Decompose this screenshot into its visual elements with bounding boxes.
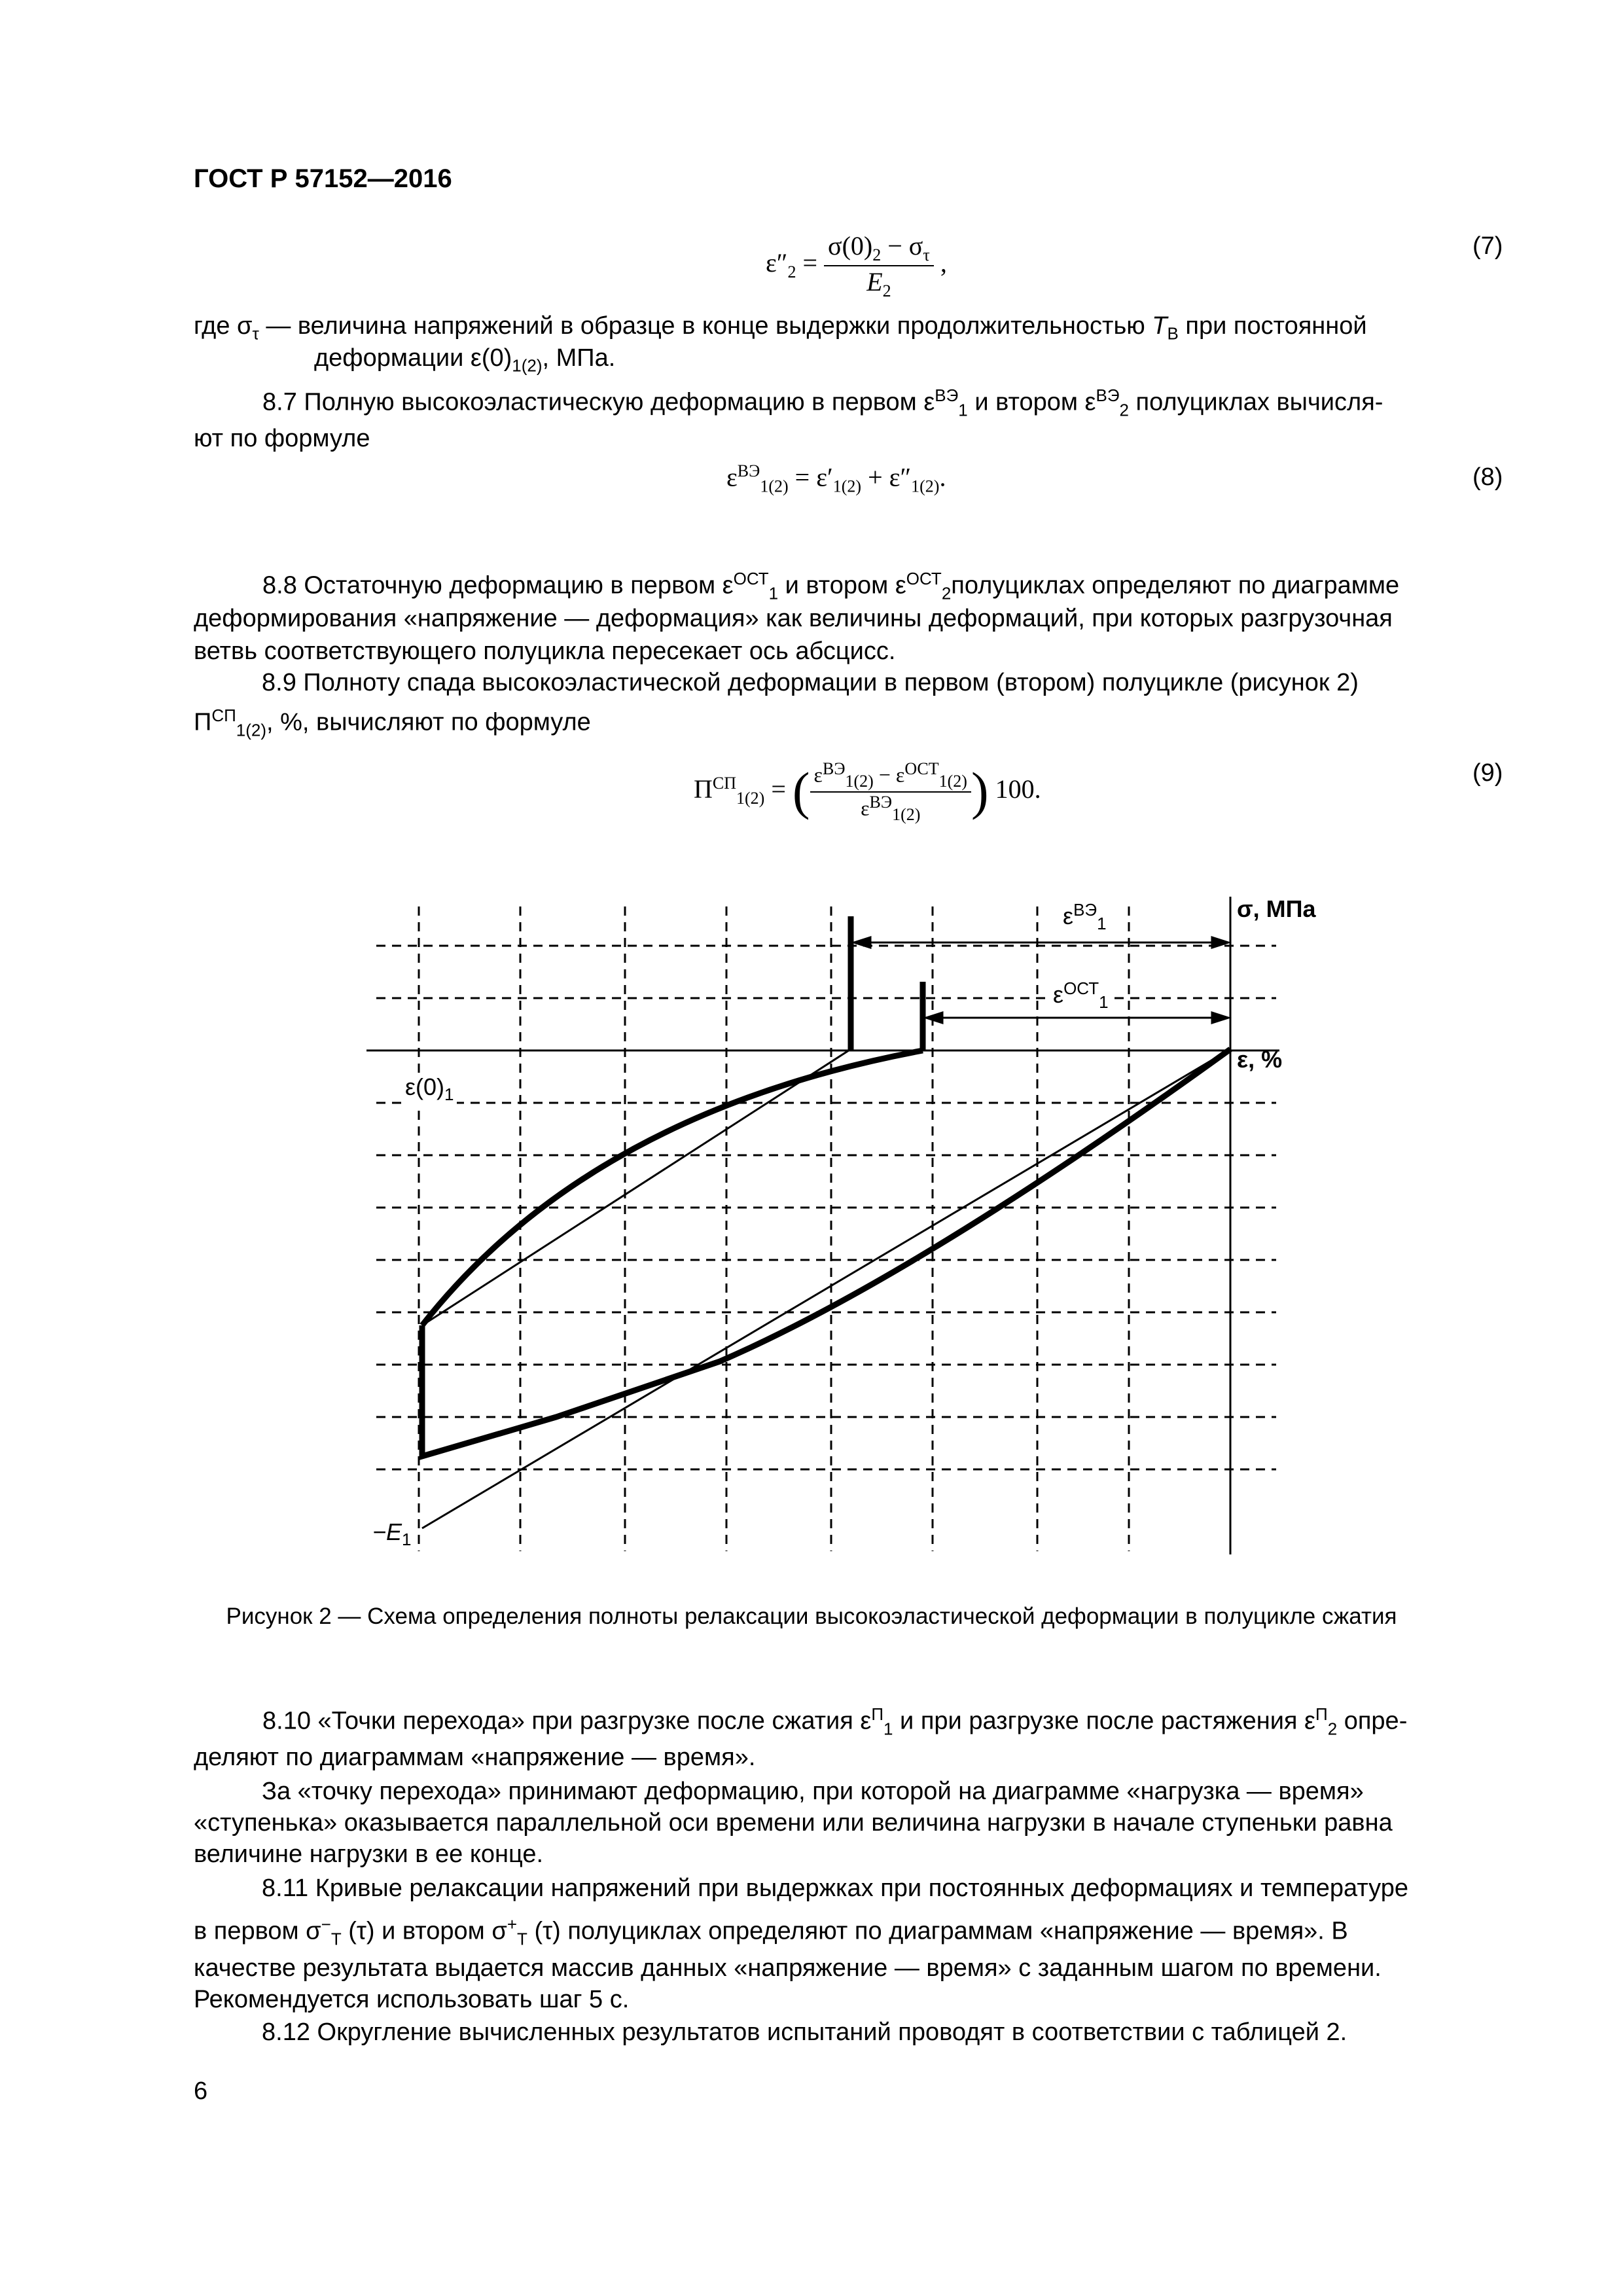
epsilon-axis-label: ε, %	[1237, 1046, 1283, 1073]
equation-8-number: (8)	[1472, 463, 1503, 491]
paragraph-8-10-line2: деляют по диаграммам «напряжение — время».	[194, 1744, 756, 1771]
thin-lines	[422, 1049, 1230, 1528]
where-clause-line2: деформации $\varepsilon(0)_{1(2)}$, МПа.	[314, 344, 616, 376]
where-clause: где $\sigma_\tau$ — величина напряжений в образце в конце выдержки продолжительностью $T_В$ при постоянной	[194, 312, 1367, 344]
figure-2-diagram	[360, 897, 1315, 1571]
paragraph-8-9: 8.9 Полноту спада высокоэластической деформации в первом (втором) полуцикле (рисунок 2)	[262, 669, 1359, 696]
paragraph-8-7-line2: ют по формуле	[194, 425, 370, 452]
paragraph-8-10-line4: «ступенька» оказывается параллельной оси времени или величина нагрузки в начале ступеньки равна	[194, 1809, 1393, 1837]
epsilon-0-label: $\varepsilon(0)_1$	[402, 1073, 457, 1105]
epsilon-ve-label: $\varepsilon^{ВЭ}_1$	[1060, 900, 1109, 934]
figure-2-caption: Рисунок 2 — Схема определения полноты релаксации высокоэластической деформации в полуцикле сжатия	[226, 1604, 1397, 1629]
paragraph-8-10-line3: За «точку перехода» принимают деформацию, при которой на диаграмме «нагрузка — время»	[262, 1778, 1364, 1805]
document-header: ГОСТ Р 57152—2016	[194, 164, 452, 193]
paragraph-8-8-line2: деформирования «напряжение — деформация» как величины деформаций, при которых разгрузочная	[194, 605, 1393, 632]
dimension-arrows	[854, 937, 1228, 1023]
paragraph-8-9-line2: $П^{СП}_{1(2)}$, %, вычисляют по формуле	[194, 706, 591, 740]
page-number: 6	[194, 2077, 208, 2105]
equation-9-number: (9)	[1472, 759, 1503, 787]
paragraph-8-12: 8.12 Округление вычисленных результатов испытаний проводят в соответствии с таблицей 2.	[262, 2018, 1347, 2046]
equation-9: $П^{СП}_{1(2)}$ = ( $\frac{\varepsilon^{ВЭ}_{1(2)} - \varepsilon^{ОСТ}_{1(2)}}{\varepsilon^{ВЭ}_{1(2)}}$ ) 100.	[694, 759, 1041, 825]
sigma-axis-label: σ, МПа	[1237, 895, 1316, 922]
paragraph-8-10-line5: величине нагрузки в ее конце.	[194, 1840, 544, 1868]
paragraph-8-11-line2: в первом $\sigma^-_T$ (τ) и втором $\sigma^+_T$ (τ) полуциклах определяют по диаграммам «напряжение — время». В	[194, 1914, 1348, 1949]
paragraph-8-11-line4: Рекомендуется использовать шаг 5 с.	[194, 1986, 630, 2013]
E1-label: $-E_1$	[370, 1518, 414, 1550]
paragraph-8-8: 8.8 Остаточную деформацию в первом $\varepsilon^{ОСТ}_1$ и втором $\varepsilon^{ОСТ}_2полуциклах$ определяют по диаграмме	[262, 569, 1400, 603]
paragraph-8-7: 8.7 Полную высокоэластическую деформацию в первом $\varepsilon^{ВЭ}_1$ и втором $\varepsilon^{ВЭ}_2$ полуциклах вычисля-	[262, 386, 1383, 420]
paragraph-8-10: 8.10 «Точки перехода» при разгрузке после сжатия $\varepsilon^П_1$ и при разгрузке после растяжения $\varepsilon^П_2$ опре-	[262, 1704, 1408, 1739]
epsilon-ost-label: $\varepsilon^{ОСТ}_1$	[1050, 978, 1111, 1013]
equation-8: $\varepsilon^{ВЭ}_{1(2)} = \varepsilon'_{1(2)} + \varepsilon''_{1(2)}$.	[726, 461, 946, 496]
paragraph-8-11: 8.11 Кривые релаксации напряжений при выдержках при постоянных деформациях и температуре	[262, 1874, 1408, 1902]
equation-7: $\varepsilon''_2$ = $\frac{\sigma(0)_2 - \sigma_\tau}{E_2}$ ,	[766, 231, 947, 300]
paragraph-8-11-line3: качестве результата выдается массив данных «напряжение — время» с заданным шагом по времени.	[194, 1954, 1382, 1982]
paragraph-8-8-line3: ветвь соответствующего полуцикла пересекает ось абсцисс.	[194, 637, 896, 665]
equation-7-number: (7)	[1472, 232, 1503, 260]
